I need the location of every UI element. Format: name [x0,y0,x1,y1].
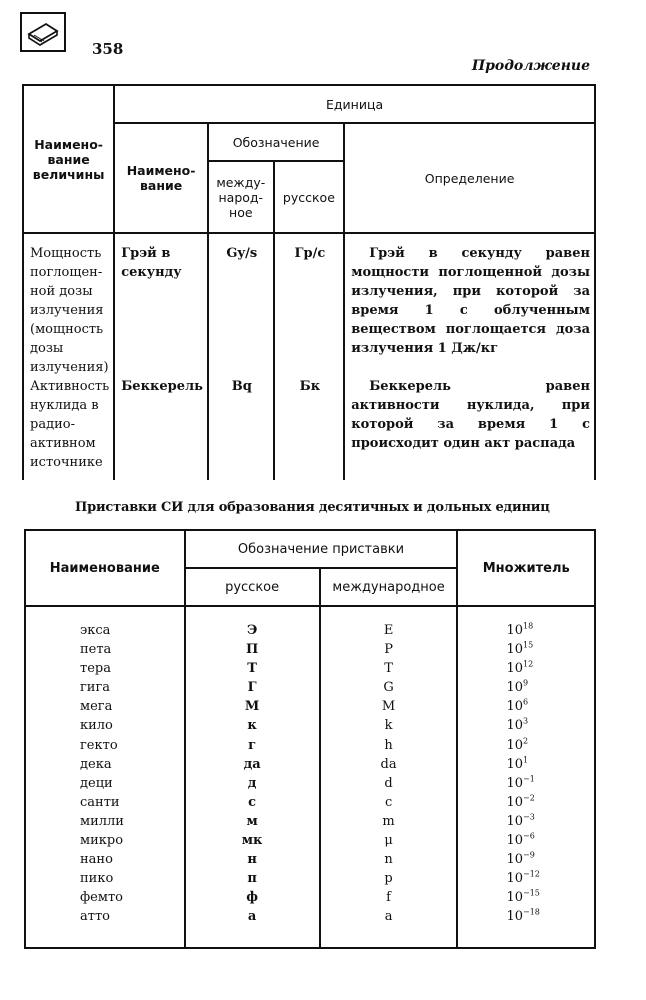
prefix-russian-symbol: П [245,642,259,658]
header-russian: русское [274,161,345,233]
multiplier-exponent: −2 [523,793,535,803]
prefix-name: милли [80,813,124,829]
multiplier-exponent: −1 [523,774,535,784]
prefix-multiplier [458,621,594,640]
row1-russian: Гр/с [274,233,345,377]
multiplier-base: 10 [506,833,523,849]
prefix-russian-symbol: н [247,852,257,868]
header-unit-name: Наимено- вание [114,123,208,233]
prefix-international-symbol: f [386,890,391,906]
prefix-international-symbol: c [384,794,393,810]
multiplier-exponent: −12 [523,869,540,879]
prefix-name: нано [80,852,113,868]
prefix-name: пета [80,642,112,658]
prefix-russian-symbol: а [247,909,257,925]
prefix-multiplier [458,659,594,678]
prefix-multiplier [458,774,594,793]
multiplier-exponent: 6 [523,698,529,708]
prefix-russian-symbol: да [243,756,261,772]
multiplier-exponent: 3 [523,717,529,727]
multiplier-exponent: −15 [523,888,540,898]
row1-quantity: Мощность поглощен- ной дозы излучения (мощность дозы излучения) [23,233,114,377]
prefix-russian-symbol: М [244,699,260,715]
prefix-international-symbol: m [382,813,395,829]
prefix-international-symbol: M [381,699,396,715]
multiplier-exponent: −18 [523,908,540,918]
prefix-russian-symbol: к [247,718,257,734]
multiplier-base: 10 [506,813,523,829]
prefix-multiplier [458,888,594,907]
multiplier-exponent: 15 [523,640,534,650]
prefix-international-symbol: n [384,852,393,868]
prefix-name: пико [80,871,114,887]
row2-unit-name: Беккерель [114,377,208,480]
book-icon [20,12,66,52]
header-prefix-international: международное [320,568,458,606]
row2-definition: Беккерель равен активности нуклида, при которой за время 1 с происходит один акт распада [344,377,595,480]
multiplier-base: 10 [506,718,523,734]
prefix-international-symbol: da [380,756,397,772]
prefix-name: экса [80,623,111,638]
prefix-international-symbol: k [384,718,393,734]
prefix-multiplier-column [457,606,595,948]
prefix-name: деци [80,775,113,791]
prefix-international-symbol: T [384,661,393,677]
prefix-name: мега [80,699,113,715]
multiplier-exponent: 18 [523,621,534,631]
row1-unit-name: Грэй в секунду [114,233,208,377]
prefix-international-symbol: a [384,909,393,925]
multiplier-base: 10 [506,642,523,658]
units-table [22,84,596,480]
prefix-multiplier [458,869,594,888]
prefix-international-symbol: P [384,642,393,658]
si-prefixes-table [24,529,596,949]
prefix-russian-column [185,606,320,948]
prefix-multiplier [458,850,594,869]
multiplier-base: 10 [506,737,523,753]
prefix-multiplier [458,678,594,697]
prefix-russian-symbol: Э [246,623,258,638]
multiplier-base: 10 [506,909,523,925]
prefixes-table-title: Приставки СИ для образования десятичных и дольных единиц [75,500,550,515]
header-multiplier: Множитель [457,530,595,606]
multiplier-base: 10 [506,871,523,887]
prefix-international-column [320,606,458,948]
prefix-multiplier [458,697,594,716]
row2-russian: Бк [274,377,345,480]
multiplier-base: 10 [506,852,523,868]
multiplier-base: 10 [506,661,523,677]
header-prefix-russian: русское [185,568,320,606]
prefix-name: фемто [80,890,123,906]
prefix-multiplier [458,812,594,831]
prefix-name: дека [80,756,112,772]
prefix-russian-symbol: Т [247,661,257,677]
header-unit: Единица [114,85,595,123]
multiplier-exponent: −9 [523,850,535,860]
multiplier-exponent: −6 [523,831,535,841]
prefix-name: микро [80,833,124,849]
prefix-russian-symbol: м [246,813,258,829]
prefix-russian-symbol: п [247,871,257,887]
page-number: 358 [92,40,124,58]
header-international: между- народ- ное [208,161,274,233]
multiplier-base: 10 [506,775,523,791]
prefix-international-symbol: d [384,775,393,791]
multiplier-base: 10 [506,794,523,810]
multiplier-base: 10 [506,680,523,696]
row1-definition: Грэй в секунду равен мощности поглощенной дозы излучения, при которой за время 1 с облученным веществом поглощается доза излучения 1 Дж/кг [344,233,595,377]
header-prefix-designation: Обозначение приставки [185,530,458,568]
prefix-international-symbol: p [384,871,393,887]
prefix-name: гига [80,680,111,696]
prefix-name: тера [80,661,111,677]
continued-label: Продолжение [471,58,590,74]
prefix-international-symbol: E [383,623,394,638]
prefix-international-symbol: G [383,680,394,696]
prefix-russian-symbol: г [248,737,257,753]
prefix-russian-symbol: Г [247,680,257,696]
prefix-name: гекто [80,737,118,753]
header-quantity-name: Наимено- вание величины [23,85,114,233]
row2-quantity: Активность нуклида в радио- активном источнике [23,377,114,480]
prefix-names-column [25,606,185,948]
multiplier-exponent: −3 [523,812,535,822]
prefix-russian-symbol: д [247,775,257,791]
prefix-name: кило [80,718,113,734]
prefix-international-symbol: h [384,737,393,753]
prefix-multiplier [458,640,594,659]
prefix-name: атто [80,909,110,925]
prefix-multiplier [458,736,594,755]
prefix-name: санти [80,794,120,810]
prefix-international-symbol: μ [384,833,393,849]
prefix-multiplier [458,831,594,850]
prefix-russian-symbol: с [248,794,257,810]
multiplier-base: 10 [506,756,523,772]
row1-international: Gy/s [208,233,274,377]
row2-international: Bq [208,377,274,480]
header-prefix-name: Наименование [25,530,185,606]
multiplier-exponent: 9 [523,678,529,688]
header-designation: Обозначение [208,123,344,161]
header-definition: Определение [344,123,595,233]
multiplier-base: 10 [506,890,523,906]
multiplier-exponent: 2 [523,736,529,746]
prefix-multiplier [458,716,594,735]
multiplier-exponent: 12 [523,659,534,669]
prefix-multiplier [458,907,594,926]
prefix-russian-symbol: мк [241,833,263,849]
multiplier-base: 10 [506,699,523,715]
prefix-multiplier [458,755,594,774]
prefix-multiplier [458,793,594,812]
multiplier-base: 10 [506,623,523,638]
prefix-russian-symbol: ф [246,890,258,906]
multiplier-exponent: 1 [523,755,529,765]
